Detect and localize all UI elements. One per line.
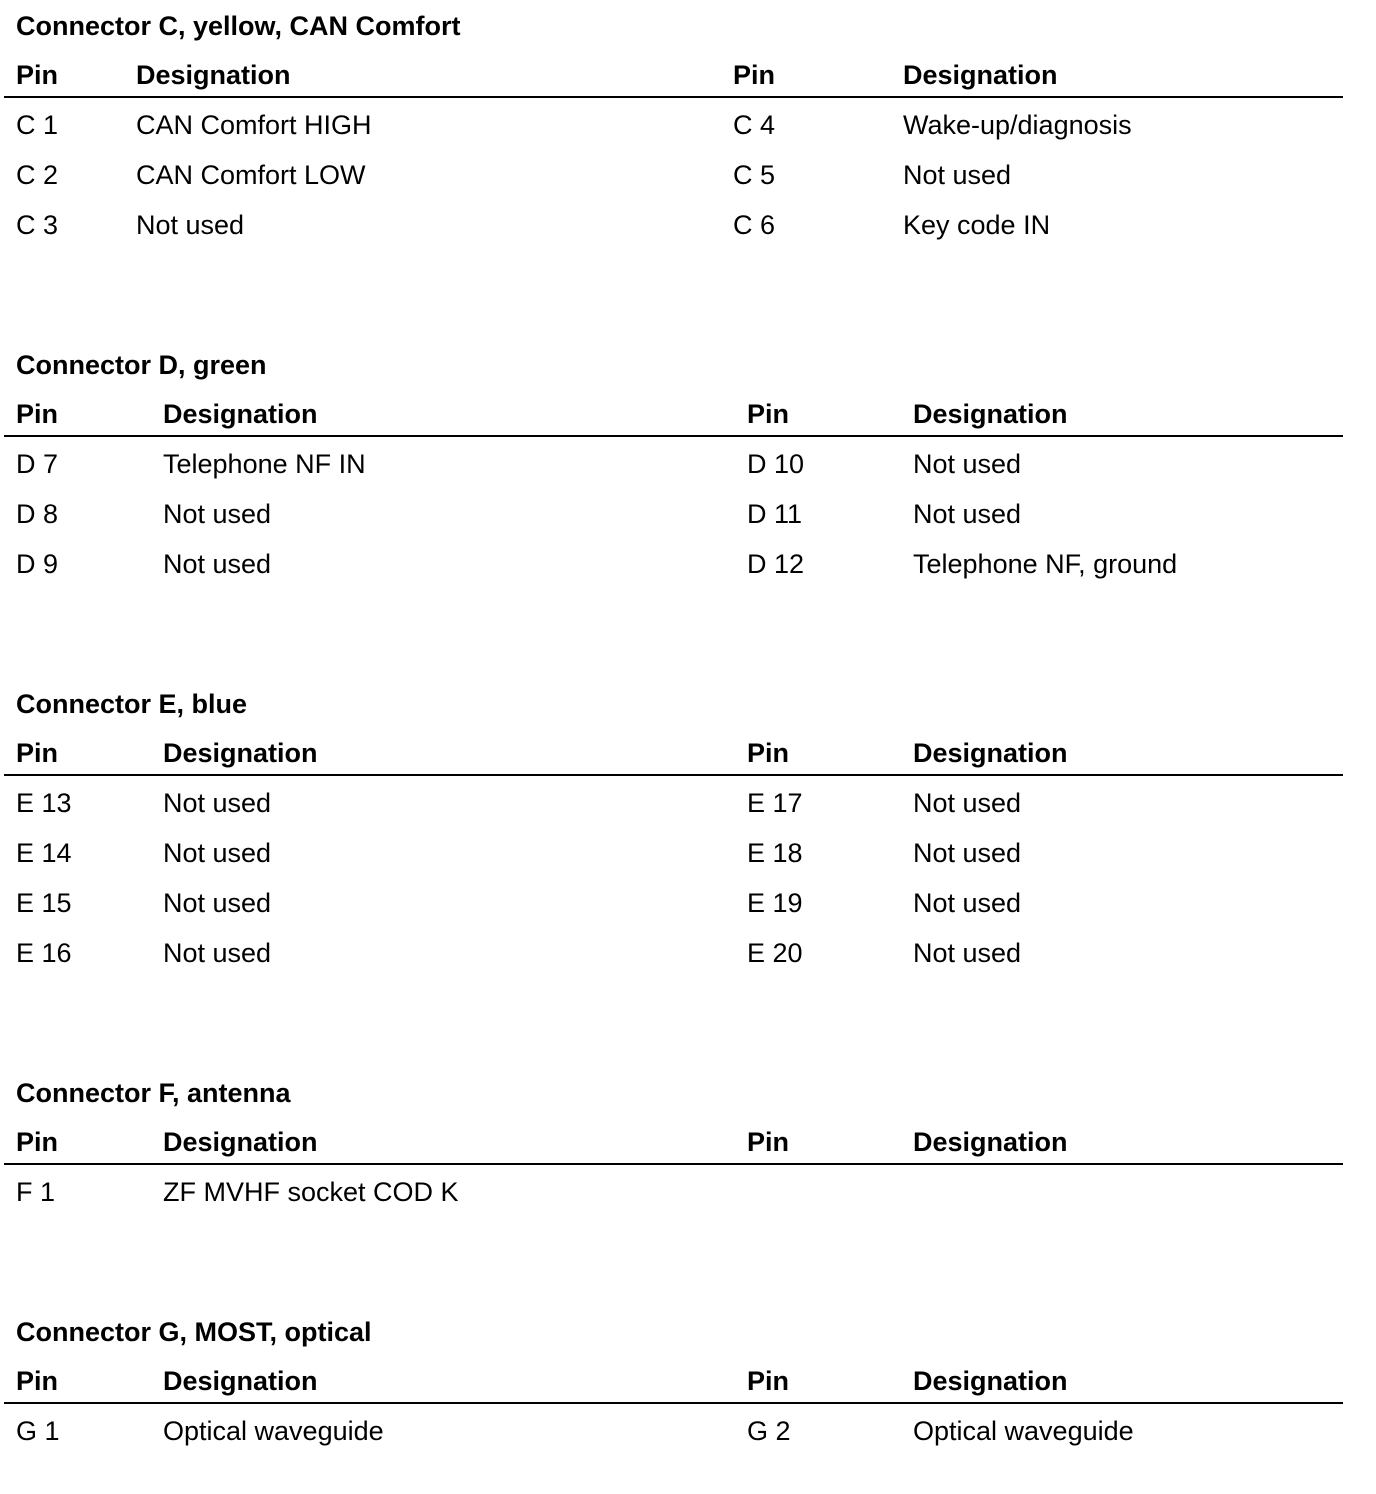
- section-title: Connector F, antenna: [16, 1078, 291, 1108]
- section-title: Connector G, MOST, optical: [16, 1317, 372, 1347]
- section-title: Connector E, blue: [16, 689, 248, 719]
- section-title: Connector C, yellow, CAN Comfort: [16, 11, 461, 41]
- designation-cell: Not used: [913, 938, 1022, 968]
- pin-cell: F 1: [16, 1177, 56, 1207]
- header-designation: Designation: [163, 399, 318, 429]
- pin-cell: C 1: [16, 110, 59, 140]
- designation-cell: Not used: [136, 210, 245, 240]
- header-pin: Pin: [16, 1127, 59, 1157]
- pin-cell: E 13: [16, 788, 72, 818]
- designation-cell: Not used: [163, 838, 272, 868]
- header-pin: Pin: [16, 60, 59, 90]
- header-pin: Pin: [16, 1366, 59, 1396]
- header-divider: [4, 1402, 1343, 1404]
- header-designation: Designation: [163, 738, 318, 768]
- header-designation: Designation: [913, 738, 1068, 768]
- pin-cell: E 15: [16, 888, 72, 918]
- pin-cell: E 19: [747, 888, 803, 918]
- pin-cell: D 11: [747, 499, 803, 529]
- header-divider: [4, 96, 1343, 98]
- designation-cell: CAN Comfort HIGH: [136, 110, 372, 140]
- pin-cell: D 8: [16, 499, 59, 529]
- header-divider: [4, 774, 1343, 776]
- designation-cell: Telephone NF IN: [163, 449, 366, 479]
- header-designation: Designation: [163, 1366, 318, 1396]
- designation-cell: Not used: [163, 499, 272, 529]
- pin-cell: E 18: [747, 838, 803, 868]
- designation-cell: Optical waveguide: [913, 1416, 1134, 1446]
- designation-cell: Not used: [163, 938, 272, 968]
- pin-cell: G 1: [16, 1416, 60, 1446]
- designation-cell: Not used: [163, 549, 272, 579]
- pin-cell: C 2: [16, 160, 59, 190]
- designation-cell: ZF MVHF socket COD K: [163, 1177, 459, 1207]
- designation-cell: CAN Comfort LOW: [136, 160, 366, 190]
- header-designation: Designation: [913, 1366, 1068, 1396]
- designation-cell: Key code IN: [903, 210, 1051, 240]
- designation-cell: Telephone NF, ground: [913, 549, 1178, 579]
- designation-cell: Not used: [913, 838, 1022, 868]
- header-divider: [4, 1163, 1343, 1165]
- pin-cell: C 4: [733, 110, 776, 140]
- header-divider: [4, 435, 1343, 437]
- header-designation: Designation: [913, 399, 1068, 429]
- pin-cell: C 5: [733, 160, 776, 190]
- header-pin: Pin: [747, 399, 790, 429]
- pin-cell: C 3: [16, 210, 59, 240]
- designation-cell: Not used: [163, 888, 272, 918]
- designation-cell: Not used: [903, 160, 1012, 190]
- designation-cell: Not used: [913, 888, 1022, 918]
- pin-cell: G 2: [747, 1416, 791, 1446]
- pin-cell: C 6: [733, 210, 776, 240]
- designation-cell: Not used: [913, 788, 1022, 818]
- pin-cell: D 12: [747, 549, 805, 579]
- pin-cell: D 9: [16, 549, 59, 579]
- header-pin: Pin: [16, 399, 59, 429]
- header-pin: Pin: [747, 1366, 790, 1396]
- pin-cell: D 7: [16, 449, 59, 479]
- designation-cell: Wake-up/diagnosis: [903, 110, 1132, 140]
- designation-cell: Not used: [913, 449, 1022, 479]
- header-pin: Pin: [733, 60, 776, 90]
- pin-cell: D 10: [747, 449, 805, 479]
- header-pin: Pin: [747, 1127, 790, 1157]
- header-designation: Designation: [163, 1127, 318, 1157]
- pin-cell: E 14: [16, 838, 72, 868]
- designation-cell: Not used: [913, 499, 1022, 529]
- header-designation: Designation: [136, 60, 291, 90]
- pin-cell: E 16: [16, 938, 72, 968]
- pin-cell: E 17: [747, 788, 803, 818]
- header-pin: Pin: [16, 738, 59, 768]
- header-designation: Designation: [903, 60, 1058, 90]
- header-designation: Designation: [913, 1127, 1068, 1157]
- designation-cell: Not used: [163, 788, 272, 818]
- header-pin: Pin: [747, 738, 790, 768]
- designation-cell: Optical waveguide: [163, 1416, 384, 1446]
- section-title: Connector D, green: [16, 350, 267, 380]
- pin-cell: E 20: [747, 938, 803, 968]
